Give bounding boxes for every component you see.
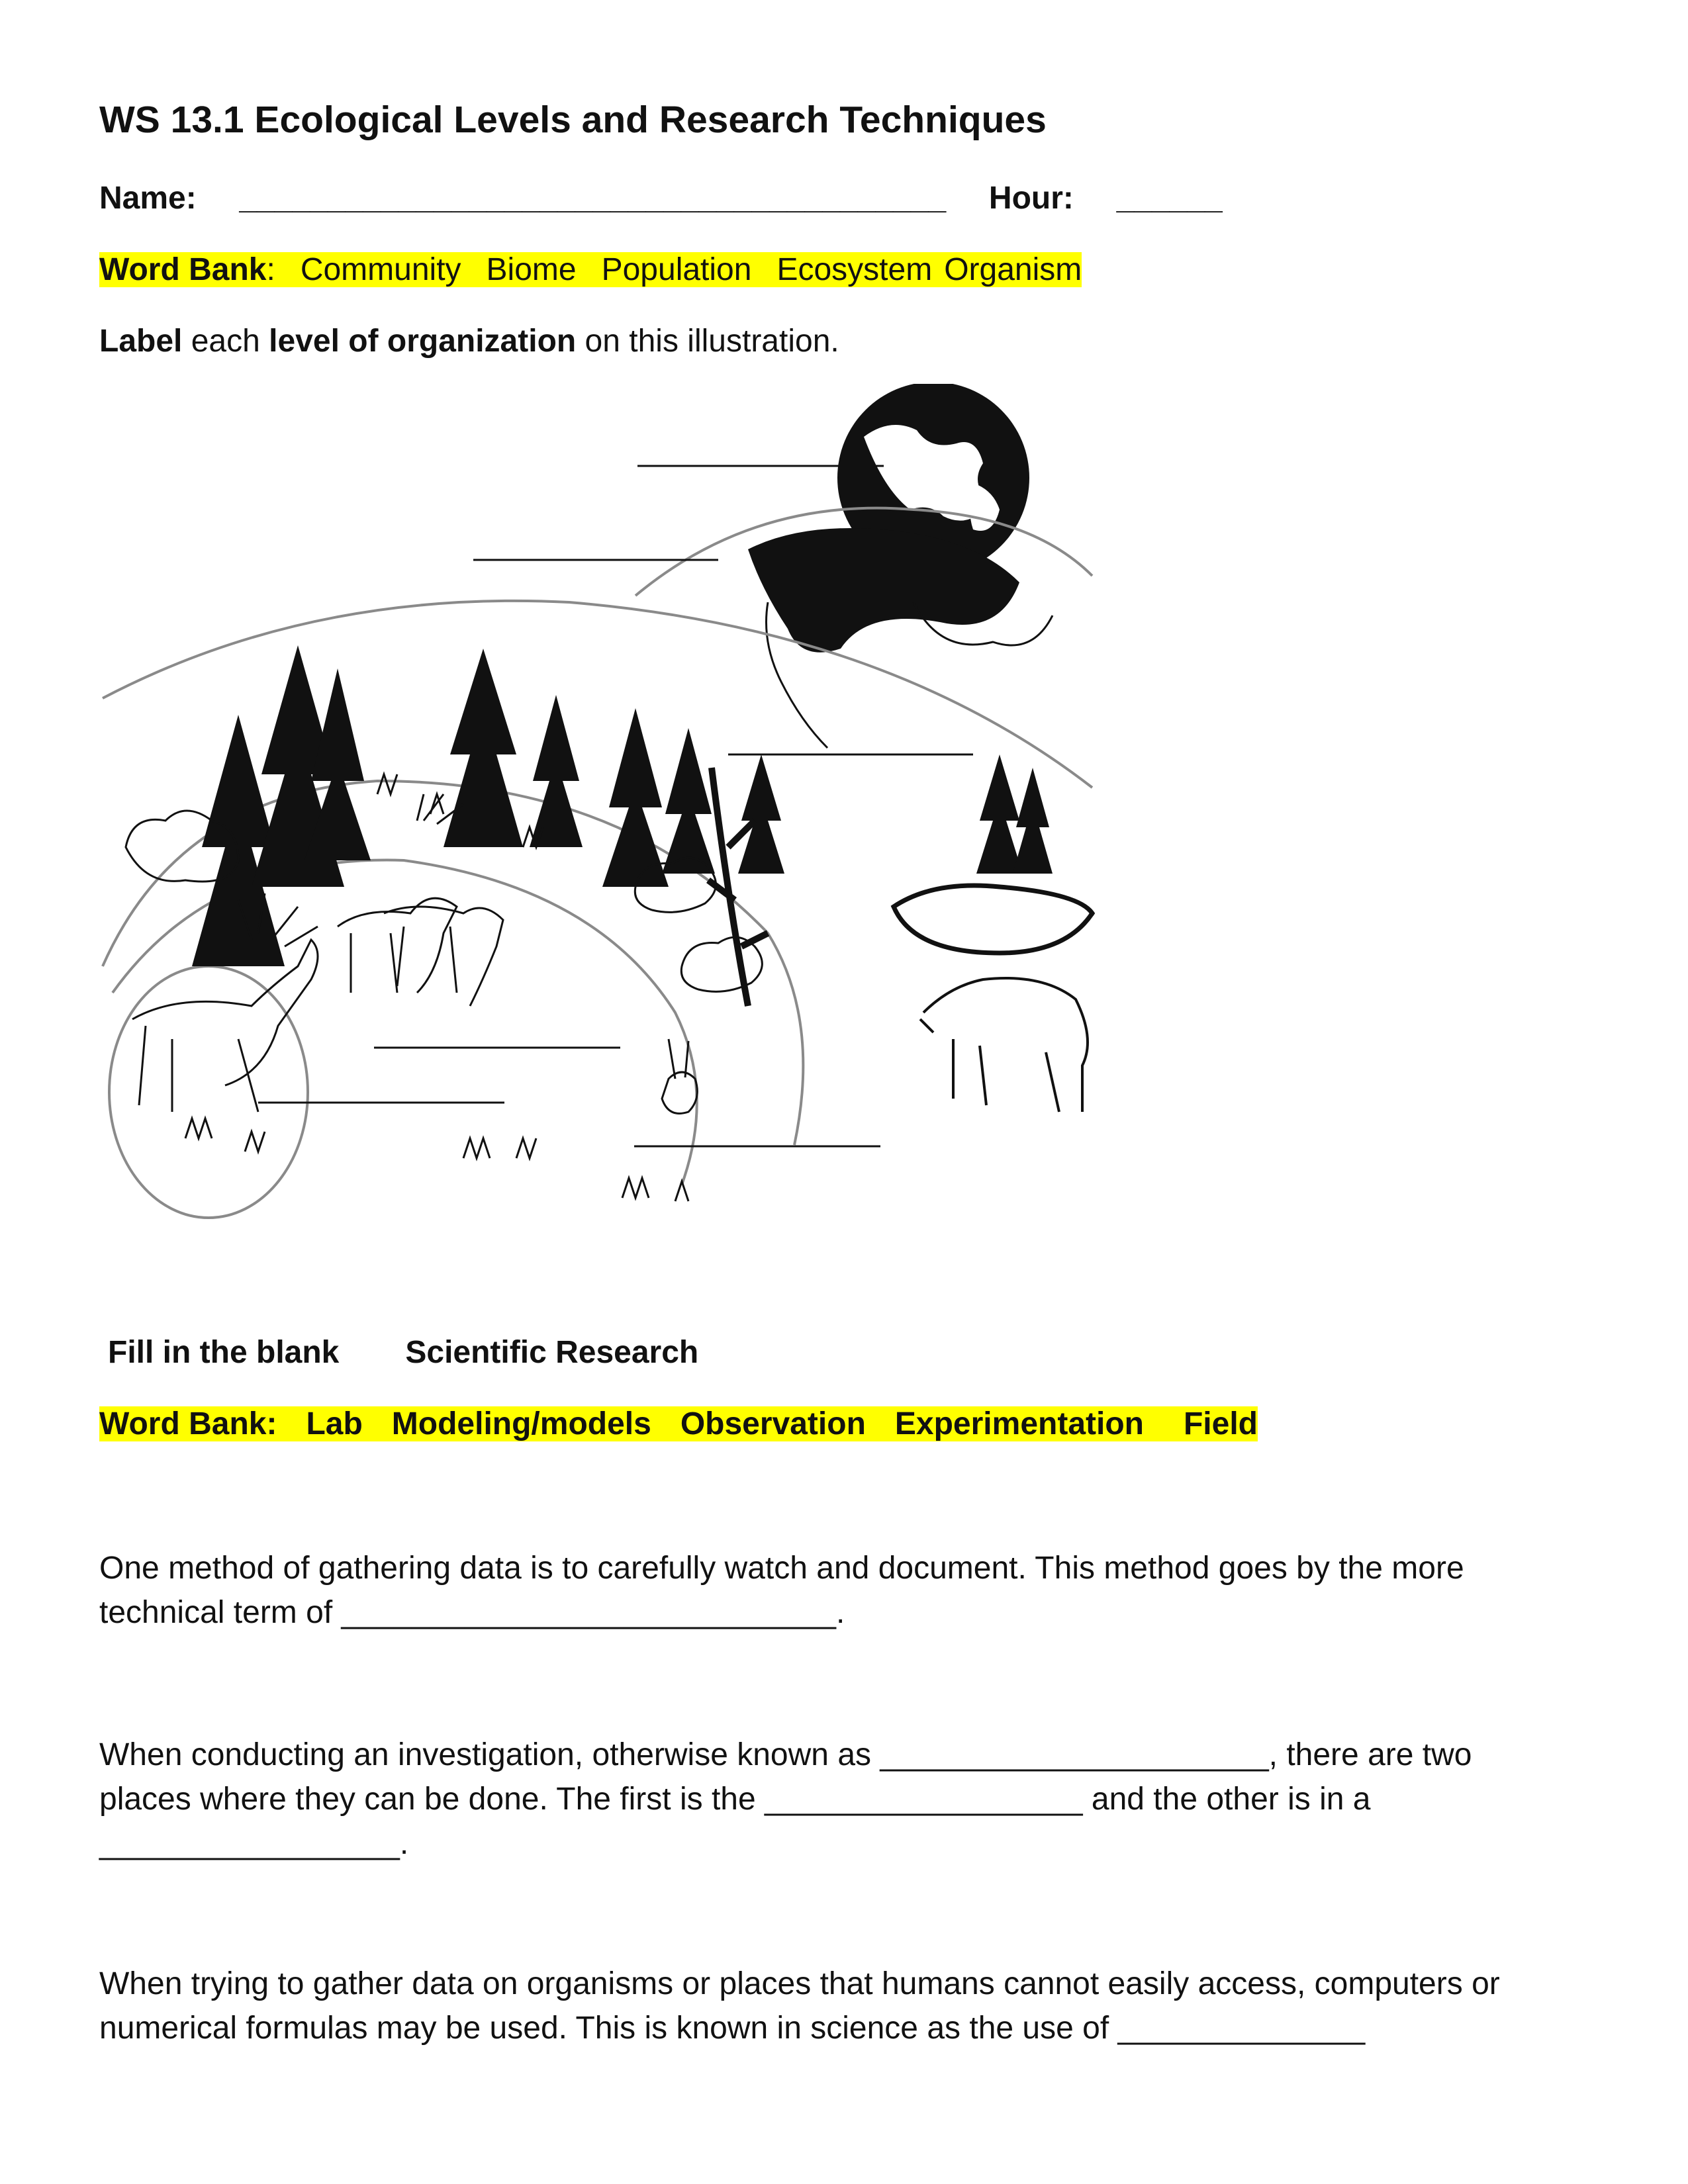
bear — [920, 978, 1088, 1112]
ecology-levels-illustration — [93, 384, 1099, 1257]
word-bank-item: Population — [601, 252, 752, 287]
conifer-trees — [192, 645, 1053, 966]
scientific-research-heading: Scientific Research — [405, 1335, 699, 1370]
name-hour-row — [99, 180, 1223, 216]
page-title: WS 13.1 Ecological Levels and Research Techniques — [99, 99, 1047, 141]
word-bank-label: Word Bank: — [99, 1406, 277, 1441]
word-bank-label: Word Bank — [99, 252, 267, 287]
biome-region — [635, 508, 1092, 748]
fill-in-the-blank-heading: Fill in the blank — [108, 1335, 340, 1370]
question-experimentation: When conducting an investigation, otherwise known as ______________________, there are two places where they can be done. The first is the __________________ and the other is in a _________________. — [99, 1737, 1472, 1861]
question-observation: One method of gathering data is to carefully watch and document. This method goes by the more technical term of ____________________________. — [99, 1551, 1464, 1630]
word-bank-levels: Word Bank: Community Biome Population Ecosystem Organism — [99, 252, 1082, 287]
word-bank-item: Lab — [306, 1406, 363, 1441]
word-bank-item: Modeling/models — [391, 1406, 651, 1441]
word-bank-item: Organism — [944, 252, 1082, 287]
rabbit — [662, 1039, 697, 1114]
word-bank-item: Observation — [680, 1406, 866, 1441]
word-bank-item: Ecosystem — [776, 252, 933, 287]
word-bank-research — [99, 1406, 1258, 1442]
pond — [894, 886, 1092, 953]
section2-heading — [108, 1334, 698, 1371]
label-instruction: Label each level of organization on this illustration. — [99, 324, 839, 359]
word-bank-item: Biome — [486, 252, 577, 287]
organism-circle — [109, 966, 308, 1218]
ecosystem-arc — [103, 601, 1092, 788]
hour-blank[interactable]: ______ — [1116, 181, 1223, 216]
name-label: Name: — [99, 181, 197, 216]
question-modeling: When trying to gather data on organisms or places that humans cannot easily access, computers or numerical formulas may be used. This is known in science as the use of ______________ — [99, 1966, 1500, 2046]
word-bank-item: Experimentation — [894, 1406, 1144, 1441]
hour-label: Hour: — [988, 181, 1074, 216]
word-bank-item: Community — [300, 252, 461, 287]
name-blank[interactable]: ________________________________________ — [239, 181, 947, 216]
word-bank-item: Field — [1183, 1406, 1258, 1441]
